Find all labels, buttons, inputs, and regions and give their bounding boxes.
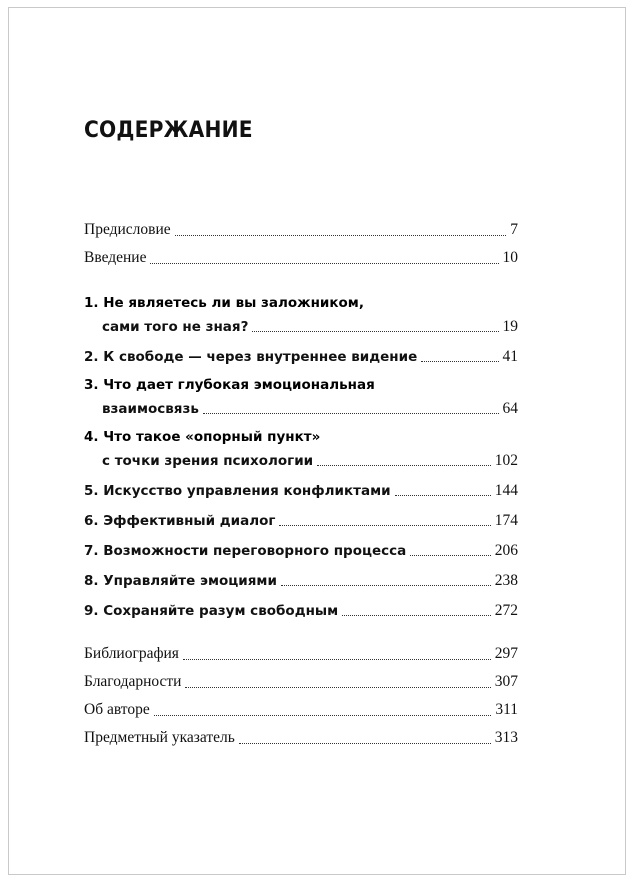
chapter-number: 9. <box>84 603 99 619</box>
toc-entry-introduction[interactable] <box>84 242 518 270</box>
chapter-title: Что такое «опорный пункт» <box>103 429 321 445</box>
toc-page-number: 144 <box>494 482 518 499</box>
toc-entry-acknowledgements[interactable] <box>84 666 518 694</box>
chapter-title: Эффективный диалог <box>103 513 276 529</box>
dot-leader <box>342 615 491 616</box>
chapter-title: К свободе — через внутреннее видение <box>103 349 418 365</box>
toc-chapter-9[interactable] <box>84 598 518 622</box>
toc-page-number: 102 <box>494 452 518 469</box>
toc-entry-about-author[interactable] <box>84 694 518 722</box>
toc-entry-label: Предисловие <box>84 221 171 238</box>
toc-entry-preface[interactable] <box>84 214 518 242</box>
chapter-number: 6. <box>84 513 99 529</box>
chapter-title: Не являетесь ли вы заложником, <box>103 295 364 311</box>
toc-page-number: 19 <box>502 318 518 335</box>
toc-entry-label: Об авторе <box>84 701 150 718</box>
chapter-number: 3. <box>84 377 99 393</box>
toc-page-number: 7 <box>510 221 518 238</box>
toc-page-number: 10 <box>502 249 518 266</box>
dot-leader <box>203 413 499 414</box>
chapter-title: Сохраняйте разум свободным <box>103 603 339 619</box>
toc-page-number: 311 <box>495 701 518 718</box>
dot-leader <box>239 743 491 744</box>
chapter-title: Возможности переговорного процесса <box>103 543 407 559</box>
toc-page-number: 307 <box>494 673 518 690</box>
toc-page-number: 272 <box>494 602 518 619</box>
dot-leader <box>317 465 491 466</box>
dot-leader <box>175 235 507 236</box>
toc-chapter-8[interactable] <box>84 568 518 592</box>
toc-page-number: 64 <box>502 400 518 417</box>
dot-leader <box>279 525 490 526</box>
toc-chapter-6[interactable] <box>84 508 518 532</box>
dot-leader <box>281 585 491 586</box>
toc-chapter-3[interactable] <box>84 374 518 420</box>
chapter-title-continued: взаимосвязь <box>102 401 199 417</box>
dot-leader <box>395 495 491 496</box>
table-of-contents <box>84 214 518 750</box>
dot-leader <box>154 715 492 716</box>
dot-leader <box>252 331 498 332</box>
toc-entry-label: Библиография <box>84 645 179 662</box>
dot-leader <box>410 555 490 556</box>
toc-page-number: 313 <box>494 729 518 746</box>
toc-page-number: 297 <box>494 645 518 662</box>
chapter-title-continued: с точки зрения психологии <box>102 453 314 469</box>
chapter-title: Что дает глубокая эмоциональная <box>103 377 375 393</box>
dot-leader <box>150 263 498 264</box>
chapter-title-continued: сами того не зная? <box>102 319 249 335</box>
chapter-number: 7. <box>84 543 99 559</box>
toc-page-number: 206 <box>494 542 518 559</box>
toc-chapter-1[interactable] <box>84 292 518 338</box>
book-page <box>8 7 626 875</box>
chapter-title: Искусство управления конфликтами <box>103 483 391 499</box>
toc-entry-label: Благодарности <box>84 673 182 690</box>
chapter-number: 2. <box>84 349 99 365</box>
chapter-list <box>84 292 518 622</box>
toc-entry-label: Предметный указатель <box>84 729 235 746</box>
toc-chapter-2[interactable] <box>84 344 518 368</box>
page-title: СОДЕРЖАНИЕ <box>84 118 253 143</box>
chapter-number: 1. <box>84 295 99 311</box>
dot-leader <box>183 659 491 660</box>
front-matter-list <box>84 214 518 270</box>
toc-chapter-4[interactable] <box>84 426 518 472</box>
chapter-number: 4. <box>84 429 99 445</box>
chapter-number: 5. <box>84 483 99 499</box>
back-matter-list <box>84 638 518 750</box>
toc-page-number: 41 <box>502 348 518 365</box>
toc-chapter-5[interactable] <box>84 478 518 502</box>
toc-entry-subject-index[interactable] <box>84 722 518 750</box>
toc-entry-bibliography[interactable] <box>84 638 518 666</box>
dot-leader <box>185 687 490 688</box>
toc-page-number: 174 <box>494 512 518 529</box>
toc-page-number: 238 <box>494 572 518 589</box>
chapter-title: Управляйте эмоциями <box>103 573 277 589</box>
dot-leader <box>421 361 498 362</box>
chapter-number: 8. <box>84 573 99 589</box>
toc-entry-label: Введение <box>84 249 147 266</box>
toc-chapter-7[interactable] <box>84 538 518 562</box>
